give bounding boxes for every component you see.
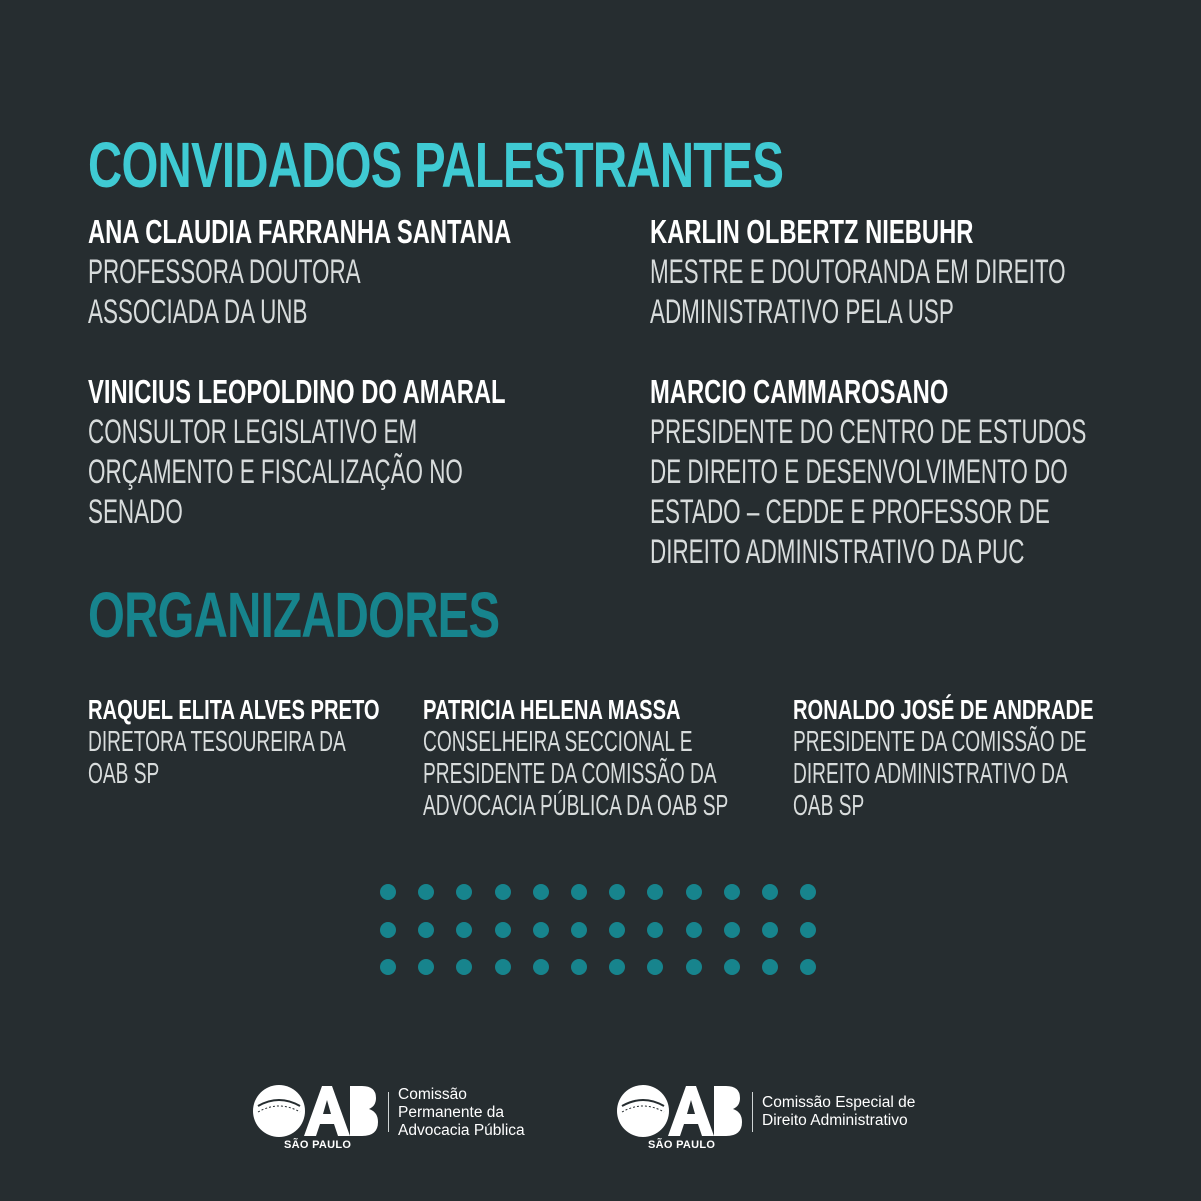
decorative-dot bbox=[533, 959, 549, 975]
decorative-dot bbox=[800, 959, 816, 975]
decorative-dot bbox=[800, 922, 816, 938]
organizer-ronaldo bbox=[793, 694, 1201, 822]
decorative-dot bbox=[609, 959, 625, 975]
speaker-description: CONSULTOR LEGISLATIVO EM ORÇAMENTO E FISCALIZAÇÃO NO SENADO bbox=[88, 413, 463, 531]
decorative-dot bbox=[418, 959, 434, 975]
organizer-name: RAQUEL ELITA ALVES PRETO bbox=[88, 694, 380, 725]
decorative-dot bbox=[571, 959, 587, 975]
decorative-dot bbox=[609, 922, 625, 938]
decorative-dot bbox=[724, 884, 740, 900]
oab-region-label: SÃO PAULO bbox=[284, 1139, 352, 1151]
organizer-name: PATRICIA HELENA MASSA bbox=[423, 694, 681, 725]
organizer-description: PRESIDENTE DA COMISSÃO DE DIREITO ADMINISTRATIVO DA OAB SP bbox=[793, 726, 1087, 822]
decorative-dot bbox=[647, 884, 663, 900]
speaker-description: MESTRE E DOUTORANDA EM DIREITO ADMINISTRATIVO PELA USP bbox=[650, 253, 1066, 331]
decorative-dot bbox=[495, 959, 511, 975]
decorative-dot bbox=[571, 922, 587, 938]
oab-letters-icon bbox=[252, 1084, 378, 1140]
decorative-dot bbox=[724, 922, 740, 938]
decorative-dot bbox=[724, 959, 740, 975]
decorative-dot bbox=[609, 884, 625, 900]
speaker-marcio bbox=[650, 372, 1201, 572]
decorative-dot bbox=[495, 884, 511, 900]
decorative-dot bbox=[686, 959, 702, 975]
speakers-heading: CONVIDADOS PALESTRANTES bbox=[88, 129, 784, 201]
organizer-description: DIRETORA TESOUREIRA DA OAB SP bbox=[88, 726, 346, 790]
decorative-dot bbox=[418, 884, 434, 900]
decorative-dot bbox=[800, 884, 816, 900]
oab-region-label: SÃO PAULO bbox=[648, 1139, 716, 1151]
oab-logo-icon bbox=[252, 1084, 378, 1154]
organizer-description: CONSELHEIRA SECCIONAL E PRESIDENTE DA COMISSÃO DA ADVOCACIA PÚBLICA DA OAB SP bbox=[423, 726, 729, 822]
speaker-ana-claudia bbox=[88, 212, 676, 332]
decorative-dot bbox=[380, 884, 396, 900]
decorative-dot bbox=[380, 922, 396, 938]
organizer-name: RONALDO JOSÉ DE ANDRADE bbox=[793, 694, 1094, 725]
decorative-dot bbox=[686, 922, 702, 938]
logo-divider bbox=[752, 1092, 753, 1132]
decorative-dot bbox=[418, 922, 434, 938]
logo-divider bbox=[388, 1092, 389, 1132]
organizers-heading: ORGANIZADORES bbox=[88, 579, 500, 651]
decorative-dot bbox=[380, 959, 396, 975]
logo-direito-administrativo bbox=[616, 1084, 956, 1154]
decorative-dot bbox=[533, 884, 549, 900]
decorative-dot bbox=[533, 922, 549, 938]
decorative-dot bbox=[456, 922, 472, 938]
decorative-dot bbox=[762, 959, 778, 975]
oab-logo-icon bbox=[616, 1084, 742, 1154]
speaker-vinicius bbox=[88, 372, 668, 532]
decorative-dot bbox=[647, 959, 663, 975]
decorative-dot bbox=[762, 922, 778, 938]
speaker-name: KARLIN OLBERTZ NIEBUHR bbox=[650, 213, 974, 250]
decorative-dot bbox=[571, 884, 587, 900]
logo-text: Comissão Permanente da Advocacia Pública bbox=[398, 1086, 525, 1139]
decorative-dot-grid bbox=[380, 884, 820, 976]
decorative-dot bbox=[495, 922, 511, 938]
speaker-description: PROFESSORA DOUTORA ASSOCIADA DA UNB bbox=[88, 253, 361, 331]
speaker-description: PRESIDENTE DO CENTRO DE ESTUDOS DE DIREITO E DESENVOLVIMENTO DO ESTADO – CEDDE E PROFESSOR DE DIREITO ADMINISTRATIVO DA PUC bbox=[650, 413, 1087, 571]
decorative-dot bbox=[762, 884, 778, 900]
decorative-dot bbox=[456, 959, 472, 975]
oab-letters-icon bbox=[616, 1084, 742, 1140]
speaker-name: ANA CLAUDIA FARRANHA SANTANA bbox=[88, 213, 512, 250]
decorative-dot bbox=[686, 884, 702, 900]
speaker-karlin bbox=[650, 212, 1201, 332]
logo-advocacia-publica bbox=[252, 1084, 572, 1154]
speaker-name: MARCIO CAMMAROSANO bbox=[650, 373, 949, 410]
speaker-name: VINICIUS LEOPOLDINO DO AMARAL bbox=[88, 373, 506, 410]
decorative-dot bbox=[647, 922, 663, 938]
logo-text: Comissão Especial de Direito Administrativo bbox=[762, 1094, 916, 1129]
decorative-dot bbox=[456, 884, 472, 900]
